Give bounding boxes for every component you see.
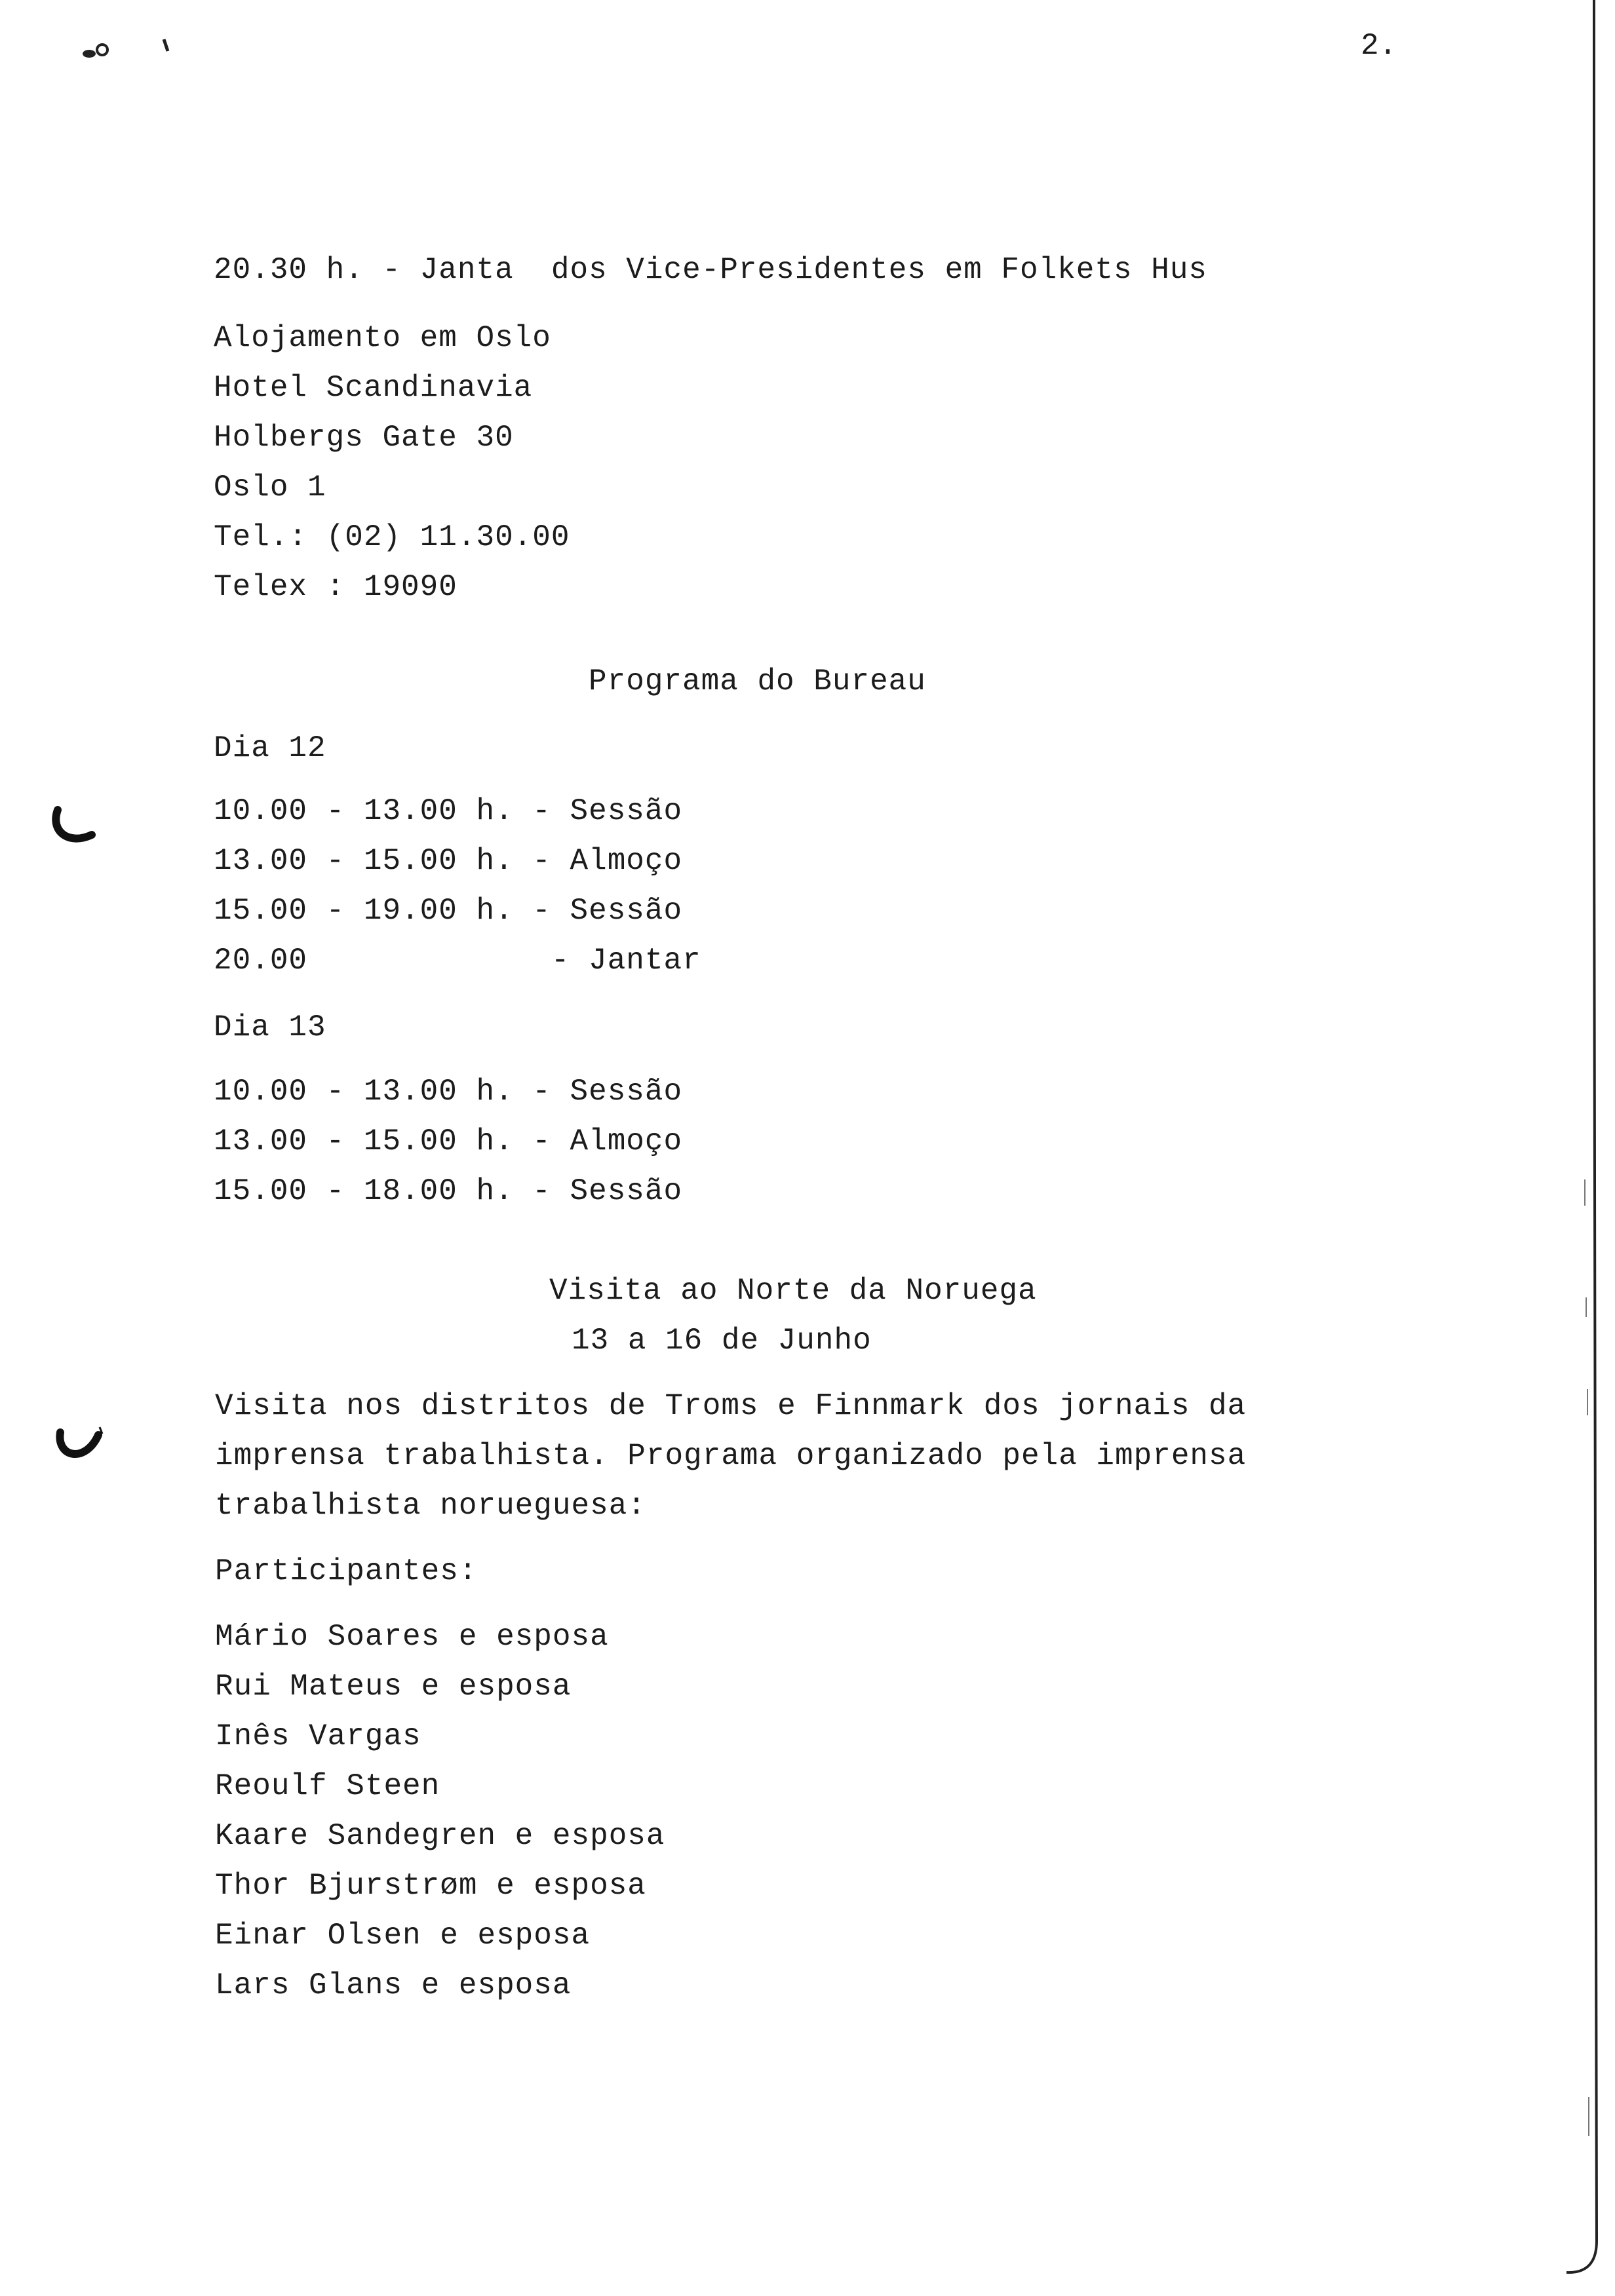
hotel-phone: Tel.: (02) 11.30.00 (214, 520, 570, 554)
participant: Einar Olsen e esposa (215, 1919, 591, 1953)
hotel-telex: Telex : 19090 (214, 570, 457, 604)
participant: Rui Mateus e esposa (215, 1670, 572, 1704)
schedule-item: 10.00 - 13.00 h. - Sessão (214, 1075, 683, 1109)
hotel-street: Holbergs Gate 30 (214, 421, 514, 455)
schedule-item: 10.00 - 13.00 h. - Sessão (214, 794, 683, 828)
day-13-label: Dia 13 (214, 1010, 326, 1044)
visit-description-line: trabalhista norueguesa: (215, 1489, 646, 1523)
day-12-label: Dia 12 (214, 731, 326, 765)
page-edge-line (1553, 0, 1615, 2296)
participant: Lars Glans e esposa (215, 1968, 572, 2002)
punch-hole-mark-upper (50, 806, 102, 852)
scan-mark-top-left (79, 33, 197, 72)
hotel-city: Oslo 1 (214, 470, 326, 505)
participant: Kaare Sandegren e esposa (215, 1819, 665, 1853)
schedule-item: 13.00 - 15.00 h. - Almoço (214, 1124, 683, 1158)
schedule-item: 20.00 - Jantar (214, 944, 701, 978)
participants-label: Participantes: (215, 1554, 478, 1588)
participant: Inês Vargas (215, 1719, 421, 1753)
schedule-item: 13.00 - 15.00 h. - Almoço (214, 844, 683, 878)
schedule-item: 15.00 - 18.00 h. - Sessão (214, 1174, 683, 1208)
bureau-title: Programa do Bureau (589, 664, 926, 698)
page-number: 2. (1361, 29, 1397, 63)
punch-hole-mark-lower (52, 1422, 111, 1468)
dinner-line: 20.30 h. - Janta dos Vice-Presidentes em Folkets Hus (214, 253, 1208, 287)
visit-title: Visita ao Norte da Noruega (549, 1274, 1037, 1308)
visit-description-line: imprensa trabalhista. Programa organizado pela imprensa (215, 1439, 1247, 1473)
hotel-name: Hotel Scandinavia (214, 371, 533, 405)
participant: Thor Bjurstrøm e esposa (215, 1869, 646, 1903)
visit-dates: 13 a 16 de Junho (572, 1324, 872, 1358)
participant: Mário Soares e esposa (215, 1620, 609, 1654)
lodging-heading: Alojamento em Oslo (214, 321, 551, 355)
schedule-item: 15.00 - 19.00 h. - Sessão (214, 894, 683, 928)
visit-description-line: Visita nos distritos de Troms e Finnmark dos jornais da (215, 1389, 1247, 1423)
participant: Reoulf Steen (215, 1769, 440, 1803)
